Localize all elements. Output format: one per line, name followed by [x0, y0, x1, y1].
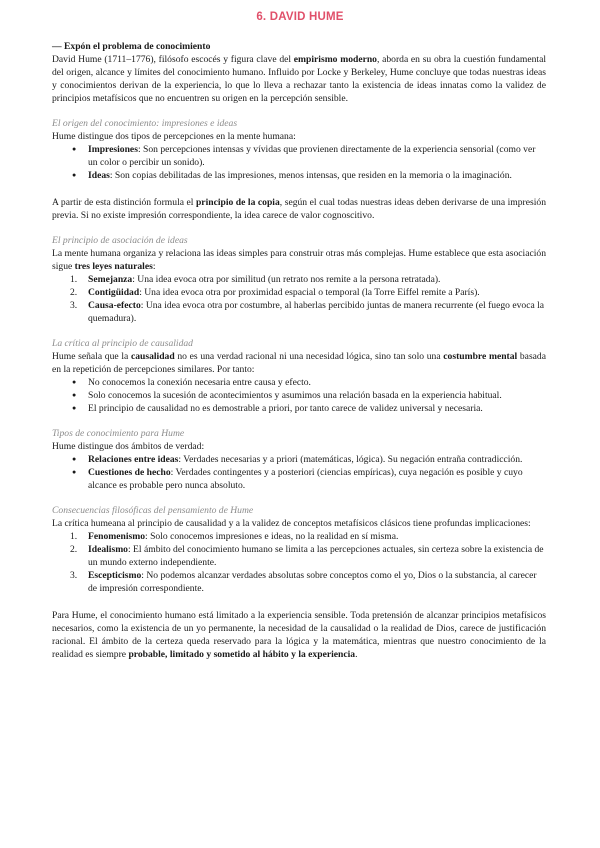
association-list: [52, 273, 546, 325]
consequences-list: [52, 530, 546, 595]
causality-lead: Hume señala que la causalidad no es una verdad racional ni una necesidad lógica, sino tan solo una costumbre mental basada en la repetición de percepciones similares. Por tanto:: [52, 351, 546, 375]
list-item: ● No conocemos la conexión necesaria entre causa y efecto.: [52, 376, 546, 389]
document-body: [52, 40, 546, 661]
subtitle-causality: La crítica al principio de causalidad: [52, 338, 193, 349]
list-item: ● Solo conocemos la sucesión de acontecimientos y asumimos una relación basada en la experiencia habitual.: [52, 389, 546, 402]
copy-principle-paragraph: A partir de esta distinción formula el principio de la copia, según el cual todas nuestras ideas deben derivarse de una impresión previa. Si no existe impresión correspondiente, la idea carece de valor cognoscitivo.: [52, 197, 546, 221]
section-heading: — Expón el problema de conocimiento: [52, 41, 211, 52]
list-item: 1. Fenomenismo: Solo conocemos impresiones e ideas, no la realidad en sí misma.: [70, 531, 399, 542]
list-item: ● Relaciones entre ideas: Verdades necesarias y a priori (matemáticas, lógica). Su negación entraña contradicción.: [52, 453, 546, 466]
knowledge-list: [52, 453, 546, 492]
list-item: ● Ideas: Son copias debilitadas de las impresiones, menos intensas, que residen en la memoria o la imaginación.: [52, 169, 546, 182]
list-item: 1. Semejanza: Una idea evoca otra por similitud (un retrato nos remite a la persona retratada).: [70, 274, 441, 285]
subtitle-consequences: Consecuencias filosóficas del pensamiento de Hume: [52, 505, 254, 516]
list-item: ● El principio de causalidad no es demostrable a priori, por tanto carece de validez universal y necesaria.: [52, 402, 546, 415]
intro-paragraph: David Hume (1711–1776), filósofo escocés y figura clave del empirismo moderno, aborda en su obra la cuestión fundamental del origen, alcance y límites del conocimiento humano. Influido por Locke y Berkeley, Hume concluye que todas nuestras ideas y conocimientos derivan de la experiencia, lo que lo lleva a rechazar tanto la existencia de ideas innatas como la validez de principios metafísicos que no encuentren su origen en la percepción sensible.: [52, 54, 546, 104]
origin-lead: Hume distingue dos tipos de percepciones en la mente humana:: [52, 131, 296, 142]
subtitle-association: El principio de asociación de ideas: [52, 235, 188, 246]
causality-list: [52, 376, 546, 415]
knowledge-lead: Hume distingue dos ámbitos de verdad:: [52, 441, 205, 452]
conclusion-paragraph: Para Hume, el conocimiento humano está limitado a la experiencia sensible. Toda pretensión de alcanzar principios metafísicos necesarios, como la existencia de un yo permanente, la necesidad de la causalidad o la realidad de Dios, carece de justificación racional. El ámbito de la certeza queda reservado para la lógica y la matemática, mientras que nuestro conocimiento de la realidad es siempre probable, limitado y sometido al hábito y la experiencia.: [52, 610, 546, 660]
list-item: 3. Causa-efecto: Una idea evoca otra por costumbre, al haberlas percibido juntas de manera recurrente (el fuego evoca la quemadura).: [70, 300, 545, 324]
list-item: 2. Idealismo: El ámbito del conocimiento humano se limita a las percepciones actuales, sin certeza sobre la existencia de un mundo externo independiente.: [70, 544, 544, 568]
list-item: ● Cuestiones de hecho: Verdades contingentes y a posteriori (ciencias empíricas), cuya negación es posible y cuyo alcance es probable pero nunca absoluto.: [52, 466, 546, 492]
list-item: 2. Contigüidad: Una idea evoca otra por proximidad espacial o temporal (la Torre Eiffel remite a París).: [70, 287, 480, 298]
subtitle-origin: El origen del conocimiento: impresiones e ideas: [52, 118, 238, 129]
origin-list: [52, 143, 546, 182]
page-title: 6. DAVID HUME: [256, 11, 344, 23]
list-item: ● Impresiones: Son percepciones intensas y vívidas que provienen directamente de la experiencia sensorial (como ver un color o percibir un sonido).: [52, 143, 546, 169]
association-lead: La mente humana organiza y relaciona las ideas simples para construir otras más complejas. Hume establece que esta asociación sigue tres leyes naturales:: [52, 248, 546, 272]
list-item: 3. Escepticismo: No podemos alcanzar verdades absolutas sobre conceptos como el yo, Dios o la substancia, al carecer de impresión correspondiente.: [70, 570, 537, 594]
subtitle-knowledge: Tipos de conocimiento para Hume: [52, 428, 185, 439]
consequences-lead: La crítica humeana al principio de causalidad y a la validez de conceptos metafísicos clásicos tiene profundas implicaciones:: [52, 518, 531, 529]
